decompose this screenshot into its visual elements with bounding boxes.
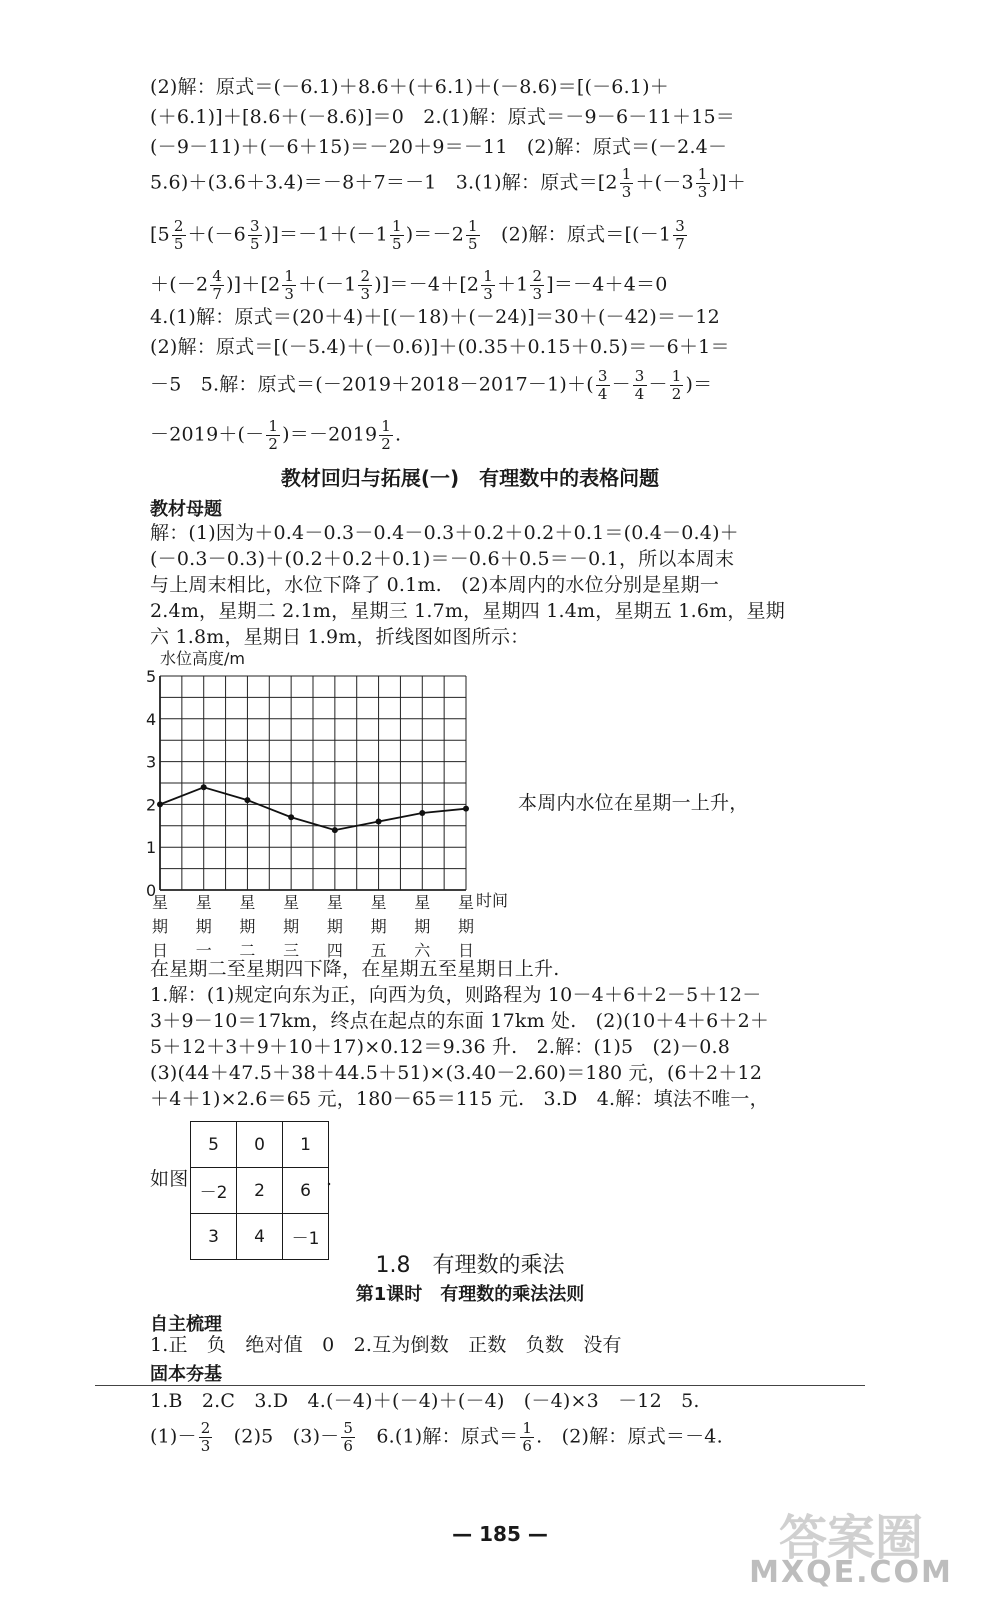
table-cell: 0 [237, 1122, 283, 1168]
data-point [244, 797, 250, 803]
solution-line: 4.(1)解：原式＝(20＋4)＋[(－18)＋(－24)]＝30＋(－42)＝－12 [150, 306, 720, 328]
y-tick-label: 4 [146, 709, 157, 729]
solution-line: 5.6)＋(3.6＋3.4)＝－8＋7＝－1 3.(1)解：原式＝[2 $\frac{1}{3}$ ＋(－3 $\frac{1}{3}$ )]＋ [150, 165, 746, 201]
solution-line: －5 5.解：原式＝(－2019＋2018－2017－1)＋( $\frac{3}{4}$ － $\frac{3}{4}$ － $\frac{1}{2}$ )＝ [150, 367, 713, 403]
table-cell: －2 [191, 1168, 237, 1214]
solution-line: (2)解：原式＝(－6.1)＋8.6＋(＋6.1)＋(－8.6)＝[(－6.1)＋ [150, 76, 669, 98]
y-tick-label: 0 [146, 881, 157, 900]
magic-square-table [190, 1121, 329, 1260]
page-number: — 185 — [452, 1522, 548, 1546]
fraction: $\frac{5}{6}$ [343, 1419, 354, 1455]
x-tick-label: 五 [370, 941, 387, 960]
paragraph-line: 3＋9－10＝17km，终点在起点的东面 17km 处. (2)(10＋4＋6＋2＋ [150, 1010, 770, 1032]
x-tick-label: 期 [414, 917, 431, 936]
x-tick-label: 星 [195, 893, 212, 912]
solution-line: －2019＋(－ $\frac{1}{2}$ )＝－2019 $\frac{1}{2}$ . [150, 417, 402, 453]
data-point [376, 819, 382, 825]
fraction: $\frac{2}{3}$ [360, 267, 371, 303]
fraction: $\frac{1}{3}$ [284, 267, 295, 303]
paragraph-line: 与上周末相比，水位下降了 0.1m. (2)本周内的水位分别是星期一 [150, 574, 720, 596]
table-cell: 5 [191, 1122, 237, 1168]
x-tick-label: 星 [283, 893, 300, 912]
fraction: $\frac{3}{5}$ [249, 217, 260, 253]
chart-grid [160, 676, 466, 890]
paragraph-line: (－0.3－0.3)＋(0.2＋0.2＋0.1)＝－0.6＋0.5＝－0.1，所以本周末 [150, 548, 735, 570]
paragraph-line: 1.解：(1)规定向东为正，向西为负，则路程为 10－4＋6＋2－5＋12－ [150, 984, 762, 1006]
x-tick-label: 期 [326, 917, 343, 936]
fraction: $\frac{1}{3}$ [697, 165, 708, 201]
subsection-title: 固本夯基 [150, 1364, 222, 1385]
paragraph-line: 解：(1)因为＋0.4－0.3－0.4－0.3＋0.2＋0.2＋0.1＝(0.4－0.4)＋ [150, 522, 739, 544]
x-tick-label: 星 [152, 893, 169, 912]
data-point [201, 784, 207, 790]
fraction: $\frac{1}{3}$ [621, 165, 632, 201]
y-tick-label: 1 [146, 838, 157, 858]
fraction: $\frac{2}{5}$ [173, 217, 184, 253]
x-tick-label: 日 [458, 941, 475, 960]
watermark-logo [716, 1495, 986, 1600]
y-tick-label: 2 [146, 795, 157, 815]
x-tick-label: 星 [370, 893, 387, 912]
x-tick-labels [152, 893, 474, 960]
solution-line: ＋(－2 $\frac{4}{7}$ )]＋[2 $\frac{1}{3}$ ＋(－1 $\frac{2}{3}$ )]＝－4＋[2 $\frac{1}{3}$ ＋1 $\frac{2}{3}$ ]＝－4＋4＝0 [150, 267, 668, 303]
solution-line: [5 $\frac{2}{5}$ ＋(－6 $\frac{3}{5}$ )]＝－1＋(－1 $\frac{1}{5}$ )＝－2 $\frac{1}{5}$ (2)解：原式＝[(－1 $\frac{3}{7}$ [150, 217, 685, 253]
paragraph-line: 1.正 负 绝对值 0 2.互为倒数 正数 负数 没有 [150, 1334, 622, 1356]
lesson-title: 1.8 有理数的乘法 [375, 1253, 565, 1278]
subsection-title: 自主梳理 [150, 1314, 222, 1335]
divider [95, 1385, 865, 1386]
x-tick-label: 六 [414, 941, 431, 960]
x-tick-label: 期 [283, 917, 300, 936]
x-tick-label: 三 [283, 941, 300, 960]
side-note: 本周内水位在星期一上升， [518, 792, 749, 814]
table-cell: 4 [237, 1214, 283, 1260]
fraction: $\frac{2}{3}$ [200, 1419, 211, 1455]
x-tick-label: 期 [152, 917, 169, 936]
paragraph-line: 5＋12＋3＋9＋10＋17)×0.12＝9.36 升. 2.解：(1)5 (2)－0.8 [150, 1036, 731, 1058]
fraction: $\frac{3}{7}$ [675, 217, 685, 253]
solution-line: (－9－11)＋(－6＋15)＝－20＋9＝－11 (2)解：原式＝(－2.4－ [150, 136, 728, 158]
paragraph-line: ＋4＋1)×2.6＝65 元，180－65＝115 元. 3.D 4.解：填法不唯一， [150, 1088, 769, 1110]
subsection-title: 教材母题 [150, 499, 222, 520]
data-point [419, 810, 425, 816]
data-point [157, 801, 163, 807]
solution-line: (＋6.1)]＋[8.6＋(－8.6)]＝0 2.(1)解：原式＝－9－6－11＋15＝ [150, 106, 735, 128]
x-tick-label: 星 [458, 893, 475, 912]
paragraph-line: 在星期二至星期四下降，在星期五至星期日上升. [150, 958, 560, 980]
fraction: $\frac{1}{2}$ [381, 417, 392, 453]
x-tick-label: 四 [326, 941, 343, 960]
fraction: $\frac{3}{4}$ [634, 367, 645, 403]
fraction: $\frac{1}{5}$ [468, 217, 478, 253]
fraction: $\frac{1}{5}$ [391, 217, 402, 253]
x-tick-label: 星 [239, 893, 256, 912]
table-cell: 6 [283, 1168, 329, 1214]
fraction: $\frac{4}{7}$ [212, 267, 223, 303]
lesson-subtitle: 第1课时 有理数的乘法法则 [355, 1284, 585, 1305]
paragraph-line: (1)－ $\frac{2}{3}$ (2)5 (3)－ $\frac{5}{6}$ 6.(1)解：原式＝ $\frac{1}{6}$ . (2)解：原式＝－4. [150, 1419, 723, 1455]
x-tick-label: 日 [152, 941, 169, 960]
solution-line: (2)解：原式＝[(－5.4)＋(－0.6)]＋(0.35＋0.15＋0.5)＝－6＋1＝ [150, 336, 730, 358]
y-tick-label: 5 [146, 667, 157, 686]
fraction: $\frac{1}{6}$ [522, 1419, 533, 1455]
figure-caption: 如图 [150, 1168, 189, 1190]
section-title: 教材回归与拓展(一) 有理数中的表格问题 [280, 466, 660, 490]
x-tick-label: 期 [458, 917, 475, 936]
period: . [326, 1168, 333, 1190]
table-cell: 3 [191, 1214, 237, 1260]
data-point [288, 814, 294, 820]
data-point [332, 827, 338, 833]
x-tick-label: 二 [239, 941, 256, 960]
x-tick-label: 期 [195, 917, 212, 936]
y-axis-label: 水位高度/m [160, 650, 245, 668]
fraction: $\frac{1}{3}$ [483, 267, 493, 303]
water-level-line-chart [140, 650, 520, 960]
watermark-logo-mark: 答案圈 [778, 1510, 923, 1566]
x-tick-label: 期 [370, 917, 387, 936]
x-tick-label: 星 [414, 893, 431, 912]
fraction: $\frac{1}{2}$ [671, 367, 682, 403]
fraction: $\frac{3}{4}$ [597, 367, 608, 403]
data-point [463, 806, 469, 812]
x-tick-label: 星 [326, 893, 343, 912]
y-tick-labels [146, 667, 156, 900]
watermark-url: MXQE.COM [749, 1555, 953, 1590]
table-cell: －1 [283, 1214, 329, 1260]
paragraph-line: 六 1.8m，星期日 1.9m，折线图如图所示： [150, 626, 530, 648]
table-cell: 1 [283, 1122, 329, 1168]
table-cell: 2 [237, 1168, 283, 1214]
y-tick-label: 3 [146, 752, 157, 772]
x-axis-label: 时间 [476, 891, 509, 910]
fraction: $\frac{1}{2}$ [268, 417, 279, 453]
paragraph-line: 1.B 2.C 3.D 4.(－4)＋(－4)＋(－4) (－4)×3 －12 5. [150, 1390, 700, 1412]
x-tick-label: 一 [195, 941, 212, 960]
paragraph-line: (3)(44＋47.5＋38＋44.5＋51)×(3.40－2.60)＝180 元，(6＋2＋12 [150, 1062, 763, 1084]
paragraph-line: 2.4m，星期二 2.1m，星期三 1.7m，星期四 1.4m，星期五 1.6m，星期 [150, 600, 785, 622]
fraction: $\frac{2}{3}$ [532, 267, 543, 303]
x-tick-label: 期 [239, 917, 256, 936]
